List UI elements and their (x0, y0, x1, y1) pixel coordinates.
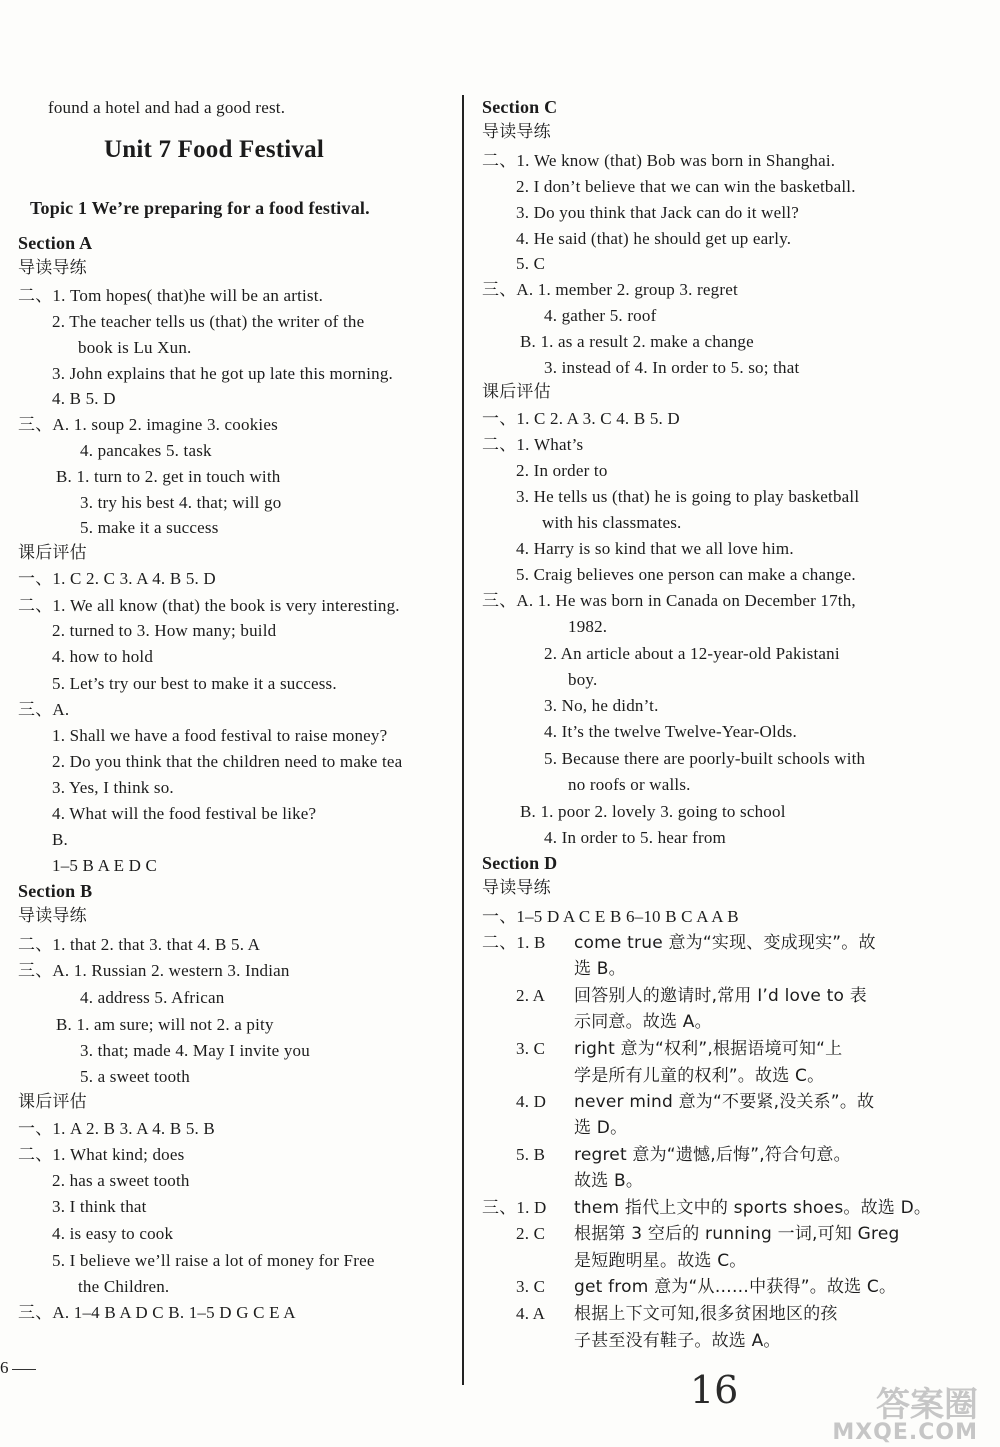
answer-line: 2. C (516, 1224, 546, 1243)
answer-line: 3. Do you think that Jack can do it well? (516, 203, 799, 222)
answer-line: 3. C (516, 1039, 546, 1058)
answer-line: 二、1. We all know (that) the book is very interesting. (18, 596, 400, 615)
answer-line: 三、A. 1. Russian 2. western 3. Indian (18, 961, 290, 980)
answer-line: B. 1. as a result 2. make a change (520, 332, 754, 351)
topic-title: Topic 1 We’re preparing for a food festival. (30, 198, 370, 218)
answer-line: 3. C (516, 1277, 546, 1296)
answer-line: 课后评估 (18, 543, 87, 563)
answer-line: 2. turned to 3. How many; build (52, 621, 277, 640)
answer-line: with his classmates. (542, 513, 682, 532)
answer-line: 导读导练 (482, 122, 551, 142)
section-heading: Section C (482, 97, 558, 117)
answer-line: 2. A (516, 986, 546, 1005)
watermark-url: MXQE.COM (832, 1420, 978, 1445)
answer-line: 4. A (516, 1304, 546, 1323)
answer-line: 4. In order to 5. hear from (544, 828, 726, 847)
answer-line: 1. Shall we have a food festival to raise money? (52, 726, 388, 745)
answer-line: 三、A. 1. soup 2. imagine 3. cookies (18, 415, 278, 434)
answer-line: 选 D。 (574, 1118, 628, 1138)
answer-line: book is Lu Xun. (78, 338, 192, 357)
answer-line: 三、A. (18, 700, 70, 719)
handwritten-note: 16 (690, 1368, 739, 1412)
answer-line: 示同意。故选 A。 (574, 1012, 712, 1032)
answer-line: 1982. (568, 617, 608, 636)
answer-line: 2. In order to (516, 461, 608, 480)
answer-line: 3. John explains that he got up late this morning. (52, 364, 393, 383)
watermark-logo-text: 答案圈 (876, 1385, 978, 1425)
answer-line: 二、1. What kind; does (18, 1145, 185, 1164)
answer-line: 故选 B。 (574, 1171, 644, 1191)
answer-line: 二、1. B (482, 933, 546, 952)
answer-line: 三、A. 1. member 2. group 3. regret (482, 280, 738, 299)
answer-line: 4. It’s the twelve Twelve-Year-Olds. (544, 722, 797, 741)
answer-line: B. 1. am sure; will not 2. a pity (56, 1015, 274, 1034)
answer-line: 4. gather 5. roof (544, 306, 657, 325)
answer-line: B. 1. poor 2. lovely 3. going to school (520, 802, 786, 821)
answer-line: 三、1. D (482, 1198, 547, 1217)
answer-line: 1–5 B A E D C (52, 856, 158, 875)
page-number-rule (12, 1369, 36, 1370)
answer-line: 课后评估 (482, 382, 551, 402)
section-heading: Section B (18, 881, 93, 901)
answer-line: 2. The teacher tells us (that) the writer of the (52, 312, 365, 331)
answer-line: 三、A. 1. He was born in Canada on December 17th, (482, 591, 856, 610)
answer-line: 2. An article about a 12-year-old Pakistani (544, 644, 840, 663)
answer-line: the Children. (78, 1277, 170, 1296)
answer-line: 选 B。 (574, 959, 626, 979)
answer-line: 3. No, he didn’t. (544, 696, 659, 715)
unit-title: Unit 7 Food Festival (104, 136, 324, 163)
answer-line: 4. Harry is so kind that we all love him. (516, 539, 794, 558)
answer-line: 根据第 3 空后的 running 一词,可知 Greg (574, 1224, 900, 1244)
answer-line: 3. Yes, I think so. (52, 778, 174, 797)
answer-line: 二、1. What’s (482, 435, 584, 454)
answer-line: 二、1. that 2. that 3. that 4. B 5. A (18, 935, 261, 954)
answer-line: 3. I think that (52, 1197, 147, 1216)
answer-line: 5. Let’s try our best to make it a success. (52, 674, 337, 693)
answer-line: 3. that; made 4. May I invite you (80, 1041, 310, 1060)
answer-line: 4. B 5. D (52, 389, 116, 408)
answer-line: 5. a sweet tooth (80, 1067, 190, 1086)
answer-line: 4. address 5. African (80, 988, 225, 1007)
answer-line: 一、1. C 2. A 3. C 4. B 5. D (482, 409, 680, 428)
answer-line: 5. make it a success (80, 518, 219, 537)
section-heading: Section A (18, 233, 93, 253)
answer-line: 5. I believe we’ll raise a lot of money for Free (52, 1251, 375, 1270)
answer-line: them 指代上文中的 sports shoes。故选 D。 (574, 1198, 932, 1218)
answer-line: 导读导练 (18, 258, 87, 278)
answer-line: 4. pancakes 5. task (80, 441, 212, 460)
answer-line: right 意为“权利”,根据语境可知“上 (574, 1039, 843, 1059)
answer-line: B. 1. turn to 2. get in touch with (56, 467, 281, 486)
answer-line: 学是所有儿童的权利”。故选 C。 (574, 1066, 825, 1086)
answer-line: 一、1. A 2. B 3. A 4. B 5. B (18, 1119, 215, 1138)
answer-line: 二、1. Tom hopes( that)he will be an artist. (18, 286, 324, 305)
answer-line: 3. He tells us (that) he is going to play basketball (516, 487, 860, 506)
answer-line: 4. how to hold (52, 647, 154, 666)
answer-line: come true 意为“实现、变成现实”。故 (574, 933, 876, 953)
answer-line: 4. He said (that) he should get up early. (516, 229, 792, 248)
answer-line: 一、1–5 D A C E B 6–10 B C A A B (482, 907, 739, 926)
answer-line: 4. What will the food festival be like? (52, 804, 317, 823)
answer-line: 3. try his best 4. that; will go (80, 493, 282, 512)
column-divider (462, 95, 464, 1385)
answer-line: 回答别人的邀请时,常用 I’d love to 表 (574, 986, 867, 1006)
answer-line: 是短跑明星。故选 C。 (574, 1251, 747, 1271)
answer-line: 2. I don’t believe that we can win the basketball. (516, 177, 856, 196)
page-number: 6 (0, 1358, 9, 1377)
answer-line: boy. (568, 670, 598, 689)
answer-line: 二、1. We know (that) Bob was born in Shanghai. (482, 151, 836, 170)
answer-line: 导读导练 (482, 878, 551, 898)
answer-line: 导读导练 (18, 906, 87, 926)
watermark (832, 1385, 978, 1445)
answer-line: 4. is easy to cook (52, 1224, 174, 1243)
answer-line: never mind 意为“不要紧,没关系”。故 (574, 1092, 875, 1112)
section-heading: Section D (482, 853, 558, 873)
answer-line: 3. instead of 4. In order to 5. so; that (544, 358, 800, 377)
answer-line: 三、A. 1–4 B A D C B. 1–5 D G C E A (18, 1303, 296, 1322)
answer-line: found a hotel and had a good rest. (48, 98, 286, 117)
answer-line: 一、1. C 2. C 3. A 4. B 5. D (18, 569, 216, 588)
answer-line: 子甚至没有鞋子。故选 A。 (574, 1331, 781, 1351)
answer-line: no roofs or walls. (568, 775, 691, 794)
answer-line: get from 意为“从……中获得”。故选 C。 (574, 1277, 897, 1297)
answer-line: 课后评估 (18, 1092, 87, 1112)
answer-line: 4. D (516, 1092, 547, 1111)
answer-line: 5. Because there are poorly-built schools with (544, 749, 866, 768)
answer-line: 5. B (516, 1145, 546, 1164)
answer-line: 2. has a sweet tooth (52, 1171, 190, 1190)
answer-line: 2. Do you think that the children need to make tea (52, 752, 403, 771)
answer-line: 5. Craig believes one person can make a change. (516, 565, 856, 584)
answer-line: regret 意为“遗憾,后悔”,符合句意。 (574, 1145, 851, 1165)
answer-line: 5. C (516, 254, 546, 273)
answer-line: B. (52, 830, 68, 849)
answer-line: 根据上下文可知,很多贫困地区的孩 (574, 1304, 838, 1324)
